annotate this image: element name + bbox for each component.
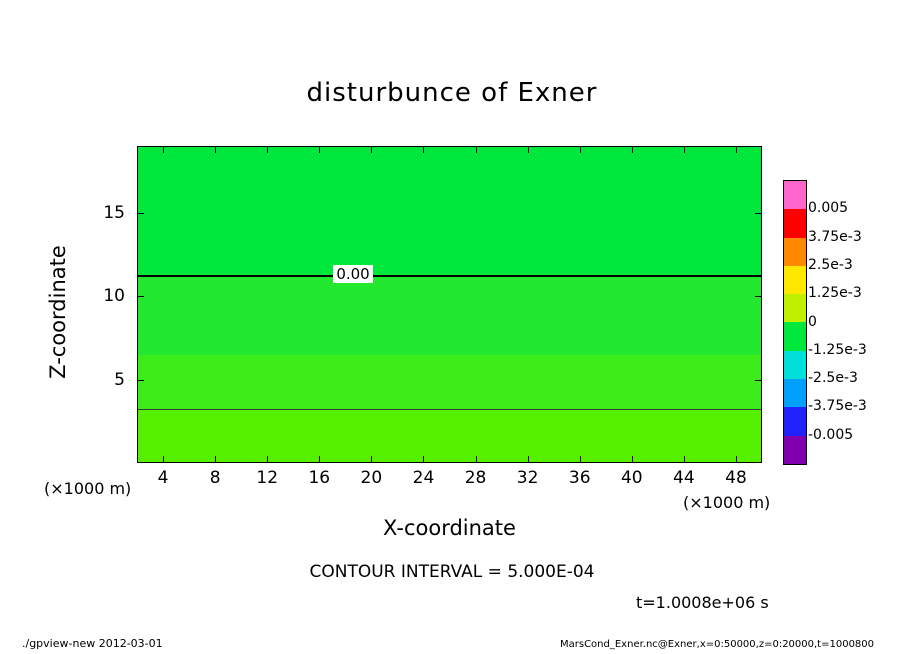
colorbar-segment xyxy=(784,407,806,435)
x-tick xyxy=(736,456,737,463)
x-tick xyxy=(632,146,633,153)
x-tick xyxy=(267,146,268,153)
colorbar-segment xyxy=(784,238,806,266)
colorbar-tick-label: -2.5e-3 xyxy=(808,370,858,387)
contour-interval-label: CONTOUR INTERVAL = 5.000E-04 xyxy=(309,562,595,582)
y-tick xyxy=(755,213,762,214)
x-tick xyxy=(476,146,477,153)
chart-title: disturbunce of Exner xyxy=(306,78,598,108)
colorbar-segment xyxy=(784,379,806,407)
colorbar-segment xyxy=(784,322,806,350)
x-tick xyxy=(215,146,216,153)
x-tick xyxy=(371,146,372,153)
colorbar-segment xyxy=(784,436,806,464)
x-tick xyxy=(528,456,529,463)
x-tick-label: 48 xyxy=(725,468,747,488)
y-tick xyxy=(137,213,144,214)
x-tick xyxy=(684,456,685,463)
colorbar-segment xyxy=(784,209,806,237)
footer-left: ./gpview-new 2012-03-01 xyxy=(22,637,163,650)
colorbar-segment xyxy=(784,351,806,379)
colorbar-segment xyxy=(784,266,806,294)
x-tick xyxy=(632,456,633,463)
x-tick xyxy=(319,146,320,153)
contour-band xyxy=(138,409,761,463)
contour-line xyxy=(138,275,761,277)
y-tick-label: 15 xyxy=(103,202,125,223)
x-tick xyxy=(684,146,685,153)
x-tick xyxy=(528,146,529,153)
x-tick xyxy=(580,456,581,463)
x-tick-label: 44 xyxy=(673,468,695,488)
y-tick xyxy=(137,296,144,297)
footer-right: MarsCond_Exner.nc@Exner,x=0:50000,z=0:20000,t=1000800 xyxy=(560,639,875,650)
colorbar-tick-label: 3.75e-3 xyxy=(808,228,862,245)
x-unit-left: (×1000 m) xyxy=(44,479,132,498)
x-tick xyxy=(215,456,216,463)
colorbar-segment xyxy=(784,181,806,209)
x-tick-label: 4 xyxy=(157,468,169,488)
colorbar-tick-label: 0.005 xyxy=(808,200,849,217)
y-tick xyxy=(755,296,762,297)
x-tick-label: 24 xyxy=(412,468,435,488)
colorbar-tick-label: -1.25e-3 xyxy=(808,341,867,358)
y-tick xyxy=(137,380,144,381)
x-tick xyxy=(267,456,268,463)
x-tick-label: 32 xyxy=(516,468,539,488)
colorbar-tick-label: 0 xyxy=(808,313,817,330)
y-tick-label: 10 xyxy=(103,286,125,307)
colorbar-tick-label: 2.5e-3 xyxy=(808,256,853,273)
x-unit-right: (×1000 m) xyxy=(683,493,771,512)
x-tick xyxy=(163,456,164,463)
colorbar-tick-label: -0.005 xyxy=(808,426,854,443)
plot-area xyxy=(137,146,762,463)
colorbar-tick-label: 1.25e-3 xyxy=(808,285,862,302)
y-tick-label: 5 xyxy=(114,369,125,390)
y-axis-title: Z-coordinate xyxy=(46,245,70,379)
x-tick-label: 28 xyxy=(464,468,487,488)
x-tick-label: 20 xyxy=(360,468,383,488)
x-tick xyxy=(423,456,424,463)
contour-value-label: 0.00 xyxy=(333,265,372,283)
x-tick-label: 40 xyxy=(620,468,643,488)
contour-band xyxy=(138,275,761,354)
x-tick-label: 36 xyxy=(568,468,591,488)
colorbar-tick-label: -3.75e-3 xyxy=(808,398,867,415)
colorbar xyxy=(783,180,807,465)
x-axis-title: X-coordinate xyxy=(383,516,516,540)
x-tick-label: 16 xyxy=(308,468,331,488)
contour-band xyxy=(138,147,761,276)
contour-line xyxy=(138,409,761,410)
time-label: t=1.0008e+06 s xyxy=(636,593,769,612)
x-tick-label: 8 xyxy=(209,468,221,488)
x-tick xyxy=(423,146,424,153)
y-tick xyxy=(755,380,762,381)
x-tick xyxy=(163,146,164,153)
colorbar-segment xyxy=(784,294,806,322)
x-tick-label: 12 xyxy=(256,468,279,488)
x-tick xyxy=(580,146,581,153)
x-tick xyxy=(371,456,372,463)
x-tick xyxy=(476,456,477,463)
contour-band xyxy=(138,354,761,410)
x-tick xyxy=(736,146,737,153)
x-tick xyxy=(319,456,320,463)
